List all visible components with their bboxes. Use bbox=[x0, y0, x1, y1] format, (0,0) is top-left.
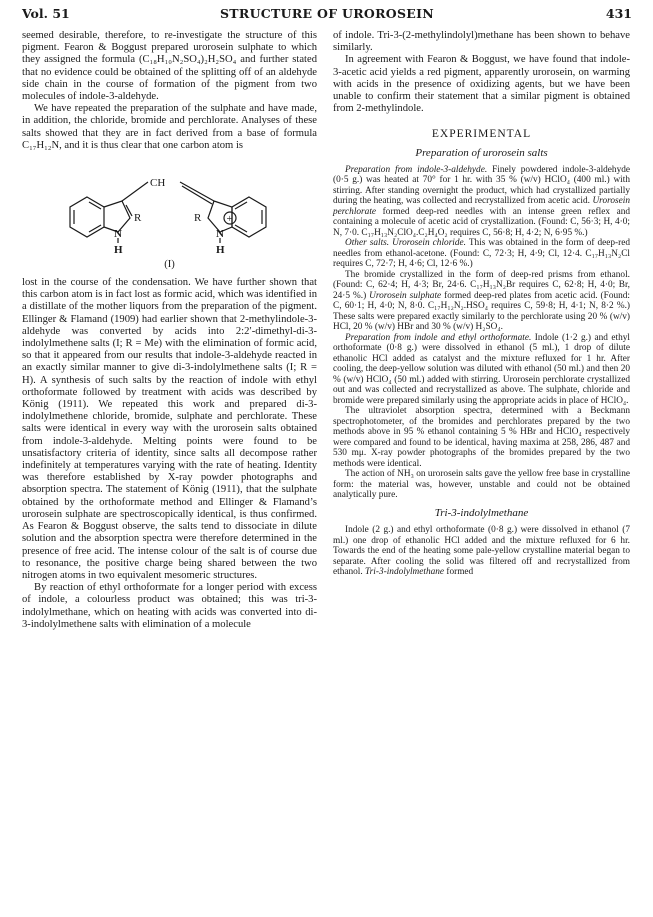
subsection-heading: Tri-3-indolylmethane bbox=[434, 506, 529, 519]
volume-label: Vol. 51 bbox=[22, 6, 70, 21]
paragraph-text: Indole (1·2 g.) and ethyl orthoformate (0·8 g.) were dissolved in ethanol (5 ml.), 1 drop of dilute ethanolic HCl added as catalyst and the mixture refluxed for 1 hr. After cooling, the deep-yellow solution was diluted with ethanol (50 ml.) and then 20 % (w/v) HClO₄ (50 ml.) added with stirring. Urorosein perchlorate crystallized out and was collected and recrystallized as above. The sulphate, chloride and bromide were prepared similarly using the appropriate acids in place of HClO₄. bbox=[333, 332, 630, 406]
bridge-ch-label: CH bbox=[150, 177, 166, 190]
compound-name: Tri-3-indolylmethane bbox=[365, 567, 445, 578]
paragraph-text: formed deep-red needles with an intense green reflex and containing a molecule of acetic acid of crystallization. (Found: C, 56·3; H, 4·0; N, 7·0. C₁₇H₁₃N₂ClO₄.C₂H₄O₂ requires C, 56·8; H, 4·2; N, 6·95 %.) bbox=[333, 206, 630, 238]
structure-figure bbox=[22, 155, 317, 273]
experimental-paragraph: The ultraviolet absorption spectra, determined with a Beckmann spectrophotometer, of the bromides and perchlorates prepared by the two methods above in 95 % ethanol containing 5 % HBr and HClO₄ respectively were compared and found to be identical, having maxima at 258, 286, 487 and 530 mμ. X-ray powder photographs of the bromides prepared by the two methods were identical. bbox=[333, 406, 630, 469]
figure-label: (I) bbox=[164, 259, 175, 271]
h-left-label: H bbox=[114, 244, 123, 257]
experimental-paragraph bbox=[333, 238, 630, 270]
run-in-heading: Preparation from indole and ethyl orthoformate. bbox=[345, 332, 532, 343]
experimental-paragraph bbox=[333, 525, 630, 578]
page-number: 431 bbox=[605, 6, 632, 21]
paragraph: We have repeated the preparation of the sulphate and have made, in addition, the chloride, bromide and perchlorate. Analyses of these salts showed that they are in fact derived from a base of formula C₁₇H₁₂N, and it is thus clear that one carbon atom is bbox=[22, 103, 317, 151]
compound-name: Urorosein sulphate bbox=[369, 290, 442, 301]
n-left-label: N bbox=[114, 228, 122, 241]
section-heading: EXPERIMENTAL bbox=[431, 128, 532, 141]
subsection-heading: Preparation of urorosein salts bbox=[415, 146, 548, 159]
di-indolylmethene-structure bbox=[22, 155, 317, 259]
compound-name: Urorosein chloride. bbox=[389, 238, 466, 249]
paragraph-text: formed deep-red plates from acetic acid. (Found: C, 60·1; H, 4·0; N, 8·0. C₁₇H₁₂N₂.HSO₄ requires C, 59·8; H, 4·1; N, 8·2 %.) These salts were prepared exactly similarly to the perchlorate using 20 % (w/v) HCl, 20 % (w/v) HBr and 30 % (w/v) H₂SO₄. bbox=[333, 290, 630, 333]
n-right-label: N bbox=[216, 228, 224, 241]
paragraph-text: formed bbox=[444, 567, 474, 578]
paragraph: By reaction of ethyl orthoformate for a longer period with excess of indole, a colourless product was obtained; this was tri-3-indolylmethane, which on heating with acids was converted into di-3-indolylmethene salts with elimination of a molecule bbox=[22, 582, 317, 630]
experimental-paragraph bbox=[333, 165, 630, 239]
right-benzene-ring bbox=[232, 197, 266, 237]
run-in-heading: Other salts. bbox=[345, 238, 390, 249]
compound-name: Urorosein perchlorate bbox=[333, 196, 630, 217]
paragraph: of indole. Tri-3-(2-methylindolyl)methane has been shown to behave similarly. bbox=[333, 30, 630, 54]
paragraph-text: The bromide crystallized in the form of deep-red prisms from ethanol. (Found: C, 62·4; H, 4·3; Br, 24·6. C₁₇H₁₃N₂Br requires C, 62·8; H, 4·0; Br, 24·5 %.) bbox=[333, 269, 630, 301]
r-right-label: R bbox=[194, 212, 202, 225]
left-benzene-ring bbox=[70, 197, 104, 237]
r-left-label: R bbox=[134, 212, 142, 225]
paragraph: seemed desirable, therefore, to re-investigate the structure of this pigment. Fearon & Boggust prepared urorosein sulphate to which they assigned the formula (C₁₈H₁₀N₂SO₄)₂H₂SO₄ and further stated that no evidence could be obtained of the splitting off of an aldehyde side chain in the course of formation of the pigment from two molecules of indole-3-aldehyde. bbox=[22, 30, 317, 103]
experimental-paragraph: The action of NH₃ on urorosein salts gave the yellow free base in crystalline form: the material was, however, unstable and could not be obtained analytically pure. bbox=[333, 469, 630, 501]
paragraph: In agreement with Fearon & Boggust, we have found that indole-3-acetic acid yields a red pigment, apparently urorosein, on warming with acids in the presence of oxidizing agents, but we have been unable to confirm their statement that a similar pigment is obtained from 2-methylindole. bbox=[333, 54, 630, 115]
left-column bbox=[22, 30, 317, 631]
right-column bbox=[333, 30, 630, 578]
paragraph: lost in the course of the condensation. We have further shown that this carbon atom is in fact lost as formic acid, which was identified in a distillate of the mother liquors from the preparation of the pigment. Ellinger & Flamand (1909) had earlier shown that 2-methylindole-3-aldehyde was converted by acids into 2:2′-dimethyl-di-3-indolylmethene salts (I; R = Me) with the elimination of formic acid, so that it appeared from our results that indole-3-aldehyde reacted in an exactly similar manner to give di-3-indolylmethene salts (I; R = H). A synthesis of such salts by the reaction of indole with ethyl orthoformate followed by treatment with acids was described by König (1911). We repeated this work and prepared di-3-indolylmethene chloride, bromide, sulphate and perchlorate. These salts were identical in every way with the urorosein salts obtained from indole-3-aldehyde. Melting points were found to be unsatisfactory criteria of identity, since salts all decompose rather indefinitely at temperatures varying with the rate of heating. Identity was therefore established by X-ray powder photographs and absorption spectra. The statement of König (1911), that the sulphate obtained by the orthoformate method and Ellinger & Flamand’s urorosein sulphate are spectroscopically identical, is thus confirmed. As Fearon & Boggust observe, the salts tend to dissociate in dilute solution and the absorption spectra were therefore determined in the presence of free acid. The intense colour of the salt is of course due to resonance, the positive charge being shared between the two nitrogen atoms in two equivalent mesomeric structures. bbox=[22, 277, 317, 581]
paragraph-text: Finely powdered indole-3-aldehyde (0·5 g.) was heated at 70° for 1 hr. with 35 % (w/v) HClO₄ (400 ml.) with stirring. After standing overnight the product, which had crystallized partially during the heating, was collected and recrystallized from acetic acid. bbox=[333, 164, 630, 207]
paragraph-text: This was obtained in the form of deep-red needles from ethanol-acetone. (Found: C, 72·3; H, 4·9; Cl, 12·4. C₁₇H₁₃N₂Cl requires C, 72·7; H, 4·6; Cl, 12·6 %.) bbox=[333, 238, 630, 270]
plus-sign: + bbox=[226, 214, 233, 226]
running-title: STRUCTURE OF UROROSEIN bbox=[219, 6, 435, 21]
h-right-label: H bbox=[216, 244, 225, 257]
experimental-paragraph bbox=[333, 270, 630, 333]
page-header bbox=[22, 6, 632, 26]
experimental-paragraph bbox=[333, 333, 630, 407]
paragraph-text: Indole (2 g.) and ethyl orthoformate (0·8 g.) were dissolved in ethanol (7 ml.) one drop of ethanolic HCl added and the mixture refluxed for 6 hr. Towards the end of the heating some pale-yellow crystalline material began to separate. After cooling the solid was filtered off and recrystallized from ethanol. bbox=[333, 525, 630, 578]
run-in-heading: Preparation from indole-3-aldehyde. bbox=[345, 164, 488, 175]
